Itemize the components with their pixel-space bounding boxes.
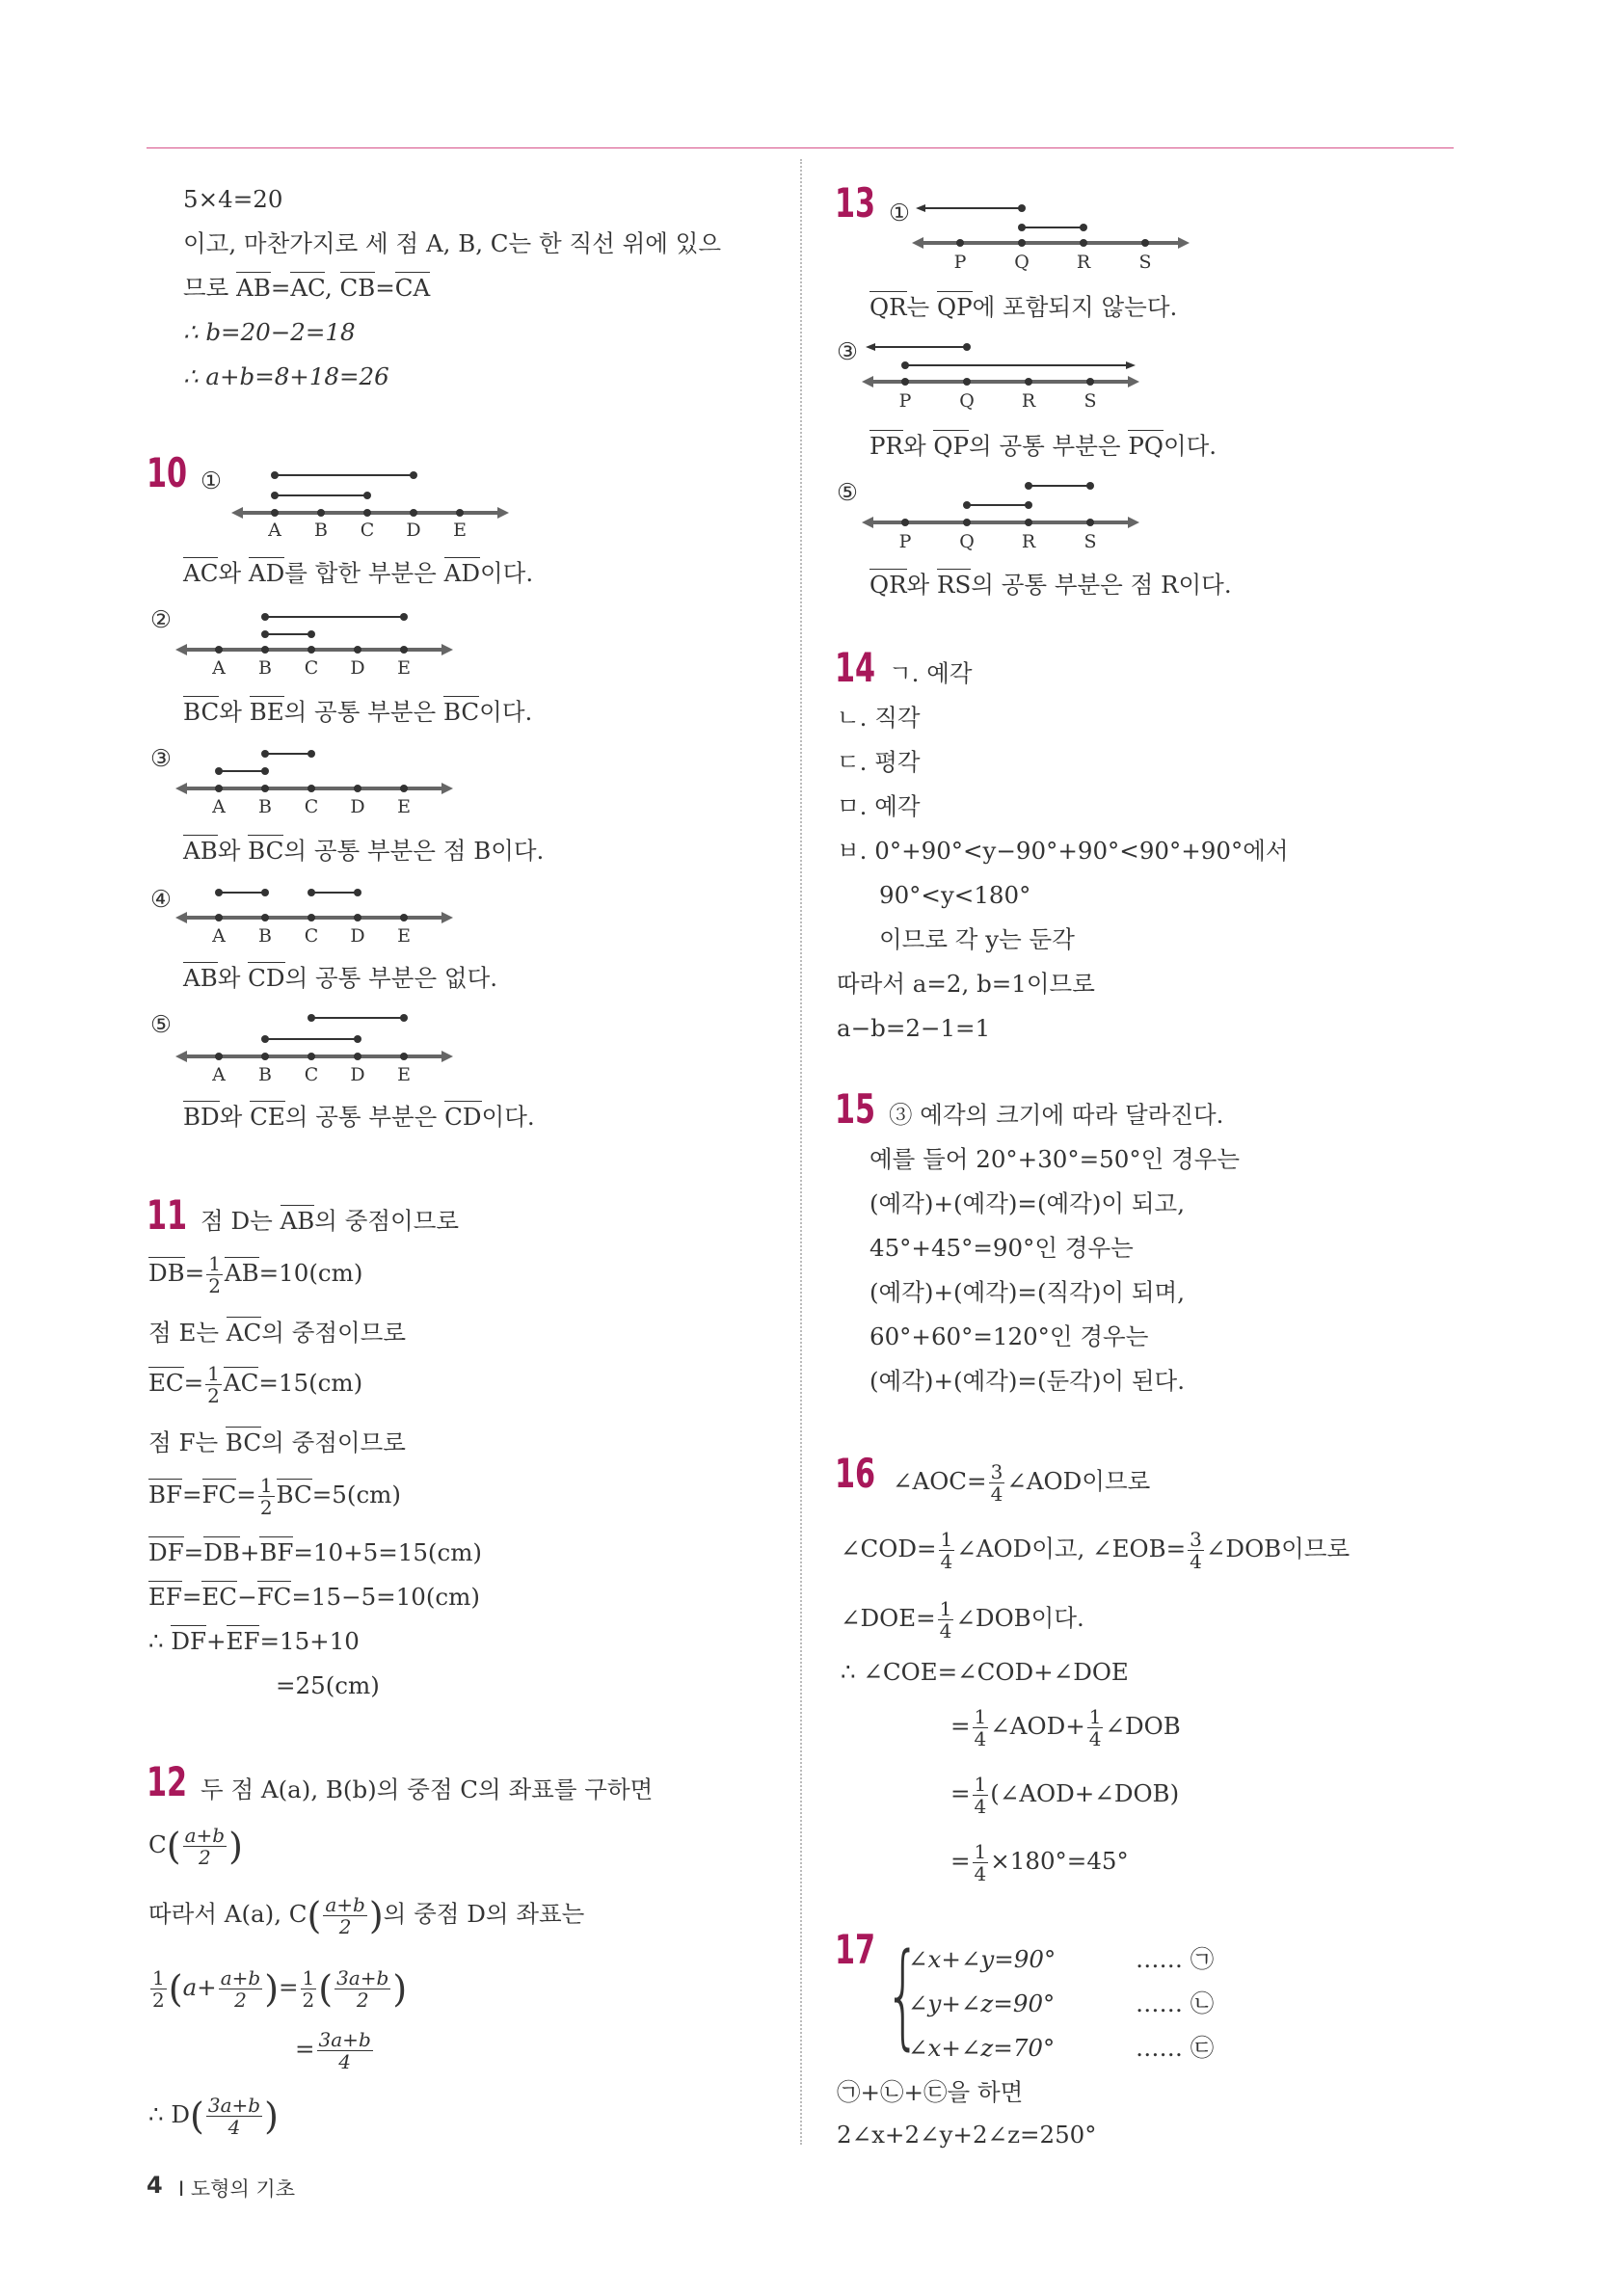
q17-tag-2: …… ㉡ [1136, 1989, 1215, 2017]
cont-line-5: ∴ a+b=8+18=26 [183, 362, 389, 390]
fraction: $\frac{a+b}{2}$ [325, 1893, 365, 1938]
q10-mark-5: ⑤ [150, 1010, 172, 1038]
q10-answer-3: AB와 BC의 공통 부분은 점 B이다. [183, 837, 545, 865]
fraction: $\frac{1}{4}$ [974, 1840, 987, 1885]
point-label: S [1083, 390, 1097, 412]
fraction: $\frac{a+b}{2}$ [220, 1966, 261, 2012]
problem-number-10: 10 [147, 449, 188, 496]
fraction: $\frac{1}{4}$ [974, 1773, 987, 1818]
point-label: C [304, 796, 319, 817]
q12-line-2: C( $\frac{a+b}{2}$ ) [148, 1824, 243, 1869]
q14-line-6: 90°<y<180° [879, 881, 1031, 909]
cont-line-4: ∴ b=20−2=18 [183, 318, 356, 346]
q10-answer-4: AB와 CD의 공통 부분은 없다. [183, 964, 498, 992]
q10-mark-1: ① [201, 467, 222, 494]
q10-mark-3: ③ [150, 744, 172, 772]
cont-line-2: 이고, 마찬가지로 세 점 A, B, C는 한 직선 위에 있으 [183, 229, 722, 257]
point-label: R [1076, 252, 1091, 273]
q10-mark-2: ② [150, 605, 172, 633]
point-label: C [304, 657, 319, 679]
fraction: $\frac{1}{2}$ [208, 1252, 221, 1297]
point-label: S [1083, 531, 1097, 552]
q16-line-1: ∠AOC= $\frac{3}{4}$ ∠AOD이므로 [893, 1460, 1151, 1506]
point-label: E [397, 796, 411, 817]
q11-line-8: EF=EC−FC=15−5=10(cm) [148, 1583, 480, 1611]
fraction: $\frac{3a+b}{4}$ [207, 2094, 261, 2139]
q15-line-7: (예각)+(예각)=(둔각)이 된다. [869, 1367, 1185, 1395]
point-label: B [258, 796, 272, 817]
fraction: $\frac{1}{2}$ [152, 1966, 165, 2012]
fraction: $\frac{1}{4}$ [939, 1597, 952, 1642]
q10-diagram-5 [175, 1006, 455, 1083]
point-label: D [406, 520, 421, 540]
q10-diagram-4 [175, 877, 455, 954]
fraction: $\frac{3a+b}{2}$ [336, 1966, 389, 2012]
point-label: D [350, 796, 365, 817]
page-number: 4 [147, 2172, 163, 2199]
problem-number-16: 16 [835, 1450, 876, 1497]
point-label: C [360, 520, 375, 540]
q16-line-2: ∠COD= $\frac{1}{4}$ ∠AOD이고, ∠EOB= $\frac{3}{4}$ ∠DOB이므로 [841, 1528, 1351, 1573]
q15-line-6: 60°+60°=120°인 경우는 [869, 1322, 1149, 1350]
point-label: E [397, 657, 411, 679]
point-label: P [898, 531, 912, 552]
fraction: $\frac{1}{2}$ [207, 1362, 220, 1407]
fraction: $\frac{1}{4}$ [1088, 1705, 1102, 1750]
q13-diagram-1 [912, 197, 1191, 276]
point-label: Q [959, 390, 975, 412]
point-label: P [898, 390, 912, 412]
q10-answer-1: AC와 AD를 합한 부분은 AD이다. [183, 559, 534, 587]
q14-line-5: ㅂ. 0°+90°<y−90°+90°<90°+90°에서 [837, 837, 1289, 865]
q13-mark-3: ③ [837, 337, 858, 365]
q15-line-2: 예를 들어 20°+30°=50°인 경우는 [869, 1145, 1241, 1173]
fraction: $\frac{3}{4}$ [1190, 1528, 1202, 1573]
q10-diagram-1 [231, 463, 511, 540]
point-label: D [350, 657, 365, 679]
q17-tag-1: …… ㉠ [1136, 1945, 1215, 1973]
point-label: P [953, 252, 967, 273]
q17-line-4: ㉠+㉡+㉢을 하면 [837, 2078, 1024, 2106]
point-label: B [314, 520, 328, 540]
fraction: $\frac{1}{2}$ [302, 1966, 315, 2012]
point-label: A [212, 657, 226, 679]
system-brace: { [885, 1928, 922, 2061]
fraction: $\frac{a+b}{2}$ [184, 1824, 226, 1869]
q11-line-7: DF=DB+BF=10+5=15(cm) [148, 1538, 482, 1566]
q11-line-3: 점 E는 AC의 중점이므로 [148, 1319, 407, 1347]
q10-answer-5: BD와 CE의 공통 부분은 CD이다. [183, 1103, 535, 1131]
point-label: E [397, 925, 411, 947]
point-label: B [258, 657, 272, 679]
q13-answer-3: PR와 QP의 공통 부분은 PQ이다. [869, 432, 1217, 460]
q13-answer-1: QR는 QP에 포함되지 않는다. [869, 293, 1178, 321]
problem-number-14: 14 [835, 644, 876, 691]
q13-diagram-3 [862, 335, 1141, 414]
problem-number-17: 17 [835, 1926, 876, 1973]
q12-line-6: ∴ D( $\frac{3a+b}{4}$ ) [148, 2094, 279, 2139]
point-label: A [212, 925, 226, 947]
q11-line-5: 점 F는 BC의 중점이므로 [148, 1428, 406, 1456]
q10-answer-2: BC와 BE의 공통 부분은 BC이다. [183, 698, 533, 726]
q17-tag-3: …… ㉢ [1136, 2034, 1215, 2062]
q15-line-3: (예각)+(예각)=(예각)이 되고, [869, 1189, 1185, 1217]
q17-line-5: 2∠x+2∠y+2∠z=250° [837, 2121, 1097, 2149]
q10-diagram-2 [175, 603, 455, 681]
q16-line-4: ∴ ∠COE=∠COD+∠DOE [841, 1658, 1129, 1686]
point-label: C [304, 925, 319, 947]
q16-line-7: = $\frac{1}{4}$ ×180°=45° [950, 1840, 1129, 1885]
point-label: B [258, 925, 272, 947]
point-label: A [212, 1064, 226, 1083]
q16-line-5: = $\frac{1}{4}$ ∠AOD+ $\frac{1}{4}$ ∠DOB [950, 1705, 1181, 1750]
q14-line-9: a−b=2−1=1 [837, 1014, 991, 1042]
q17-eq-3: ∠x+∠z=70° [908, 2034, 1056, 2062]
problem-number-13: 13 [835, 179, 876, 227]
q12-line-5: = $\frac{3a+b}{4}$ [295, 2028, 371, 2073]
top-rule [147, 147, 1454, 148]
point-label: E [453, 520, 467, 540]
point-label: S [1138, 252, 1152, 273]
section-title: Ⅰ 도형의 기초 [178, 2177, 295, 2201]
point-label: D [350, 1064, 365, 1083]
q14-line-8: 따라서 a=2, b=1이므로 [837, 970, 1095, 998]
q13-mark-1: ① [889, 199, 910, 227]
q10-mark-4: ④ [150, 885, 172, 913]
q11-line-10: =25(cm) [276, 1671, 380, 1699]
q15-line-4: 45°+45°=90°인 경우는 [869, 1234, 1134, 1262]
q11-line-6: BF=FC= $\frac{1}{2}$ BC=5(cm) [148, 1474, 401, 1519]
fraction: $\frac{1}{2}$ [259, 1474, 273, 1519]
q14-line-3: ㄷ. 평각 [837, 748, 921, 776]
q13-diagram-5 [862, 474, 1141, 553]
point-label: A [212, 796, 226, 817]
point-label: E [397, 1064, 411, 1083]
q11-line-9: ∴ DF+EF=15+10 [148, 1627, 360, 1655]
problem-number-15: 15 [835, 1085, 876, 1133]
q11-line-4: EC= $\frac{1}{2}$ AC=15(cm) [148, 1362, 363, 1407]
q16-line-6: = $\frac{1}{4}$ (∠AOD+∠DOB) [950, 1773, 1180, 1818]
q15-line-5: (예각)+(예각)=(직각)이 되며, [869, 1278, 1185, 1306]
problem-number-12: 12 [147, 1758, 188, 1805]
point-label: B [258, 1064, 272, 1083]
q16-line-3: ∠DOE= $\frac{1}{4}$ ∠DOB이다. [841, 1597, 1084, 1642]
fraction: $\frac{3a+b}{4}$ [318, 2028, 371, 2073]
fraction: $\frac{1}{4}$ [974, 1705, 987, 1750]
point-label: R [1021, 390, 1036, 412]
q14-line-1: ㄱ. 예각 [889, 659, 973, 687]
q12-line-1: 두 점 A(a), B(b)의 중점 C의 좌표를 구하면 [201, 1775, 654, 1803]
q17-eq-2: ∠y+∠z=90° [908, 1989, 1056, 2017]
problem-number-11: 11 [147, 1191, 188, 1239]
point-label: D [350, 925, 365, 947]
q14-line-4: ㅁ. 예각 [837, 792, 921, 820]
point-label: R [1021, 531, 1036, 552]
cont-line-1: 5×4=20 [183, 185, 283, 213]
point-label: A [268, 520, 281, 540]
fraction: $\frac{1}{4}$ [940, 1528, 953, 1573]
q14-line-2: ㄴ. 직각 [837, 704, 921, 732]
q11-line-1: 점 D는 AB의 중점이므로 [201, 1207, 460, 1235]
q14-line-7: 이므로 각 y는 둔각 [879, 925, 1075, 953]
q15-line-1: ③ 예각의 크기에 따라 달라진다. [889, 1101, 1224, 1129]
q17-eq-1: ∠x+∠y=90° [908, 1945, 1057, 1973]
fraction: $\frac{3}{4}$ [990, 1460, 1003, 1506]
point-label: Q [1014, 252, 1030, 273]
point-label: C [304, 1064, 319, 1083]
q12-line-4: $\frac{1}{2}$ (a+ $\frac{a+b}{2}$ )= $\frac{1}{2}$ ( $\frac{3a+b}{2}$ ) [152, 1966, 408, 2012]
q12-line-3: 따라서 A(a), C( $\frac{a+b}{2}$ )의 중점 D의 좌표는 [148, 1893, 585, 1938]
cont-line-3: 므로 AB=AC, CB=CA [183, 274, 431, 302]
q10-diagram-3 [175, 742, 455, 819]
q11-line-2: DB= $\frac{1}{2}$ AB=10(cm) [148, 1252, 363, 1297]
point-label: Q [959, 531, 975, 552]
q13-mark-5: ⑤ [837, 478, 858, 506]
column-divider [800, 159, 802, 2145]
q13-answer-5: QR와 RS의 공통 부분은 점 R이다. [869, 571, 1232, 599]
